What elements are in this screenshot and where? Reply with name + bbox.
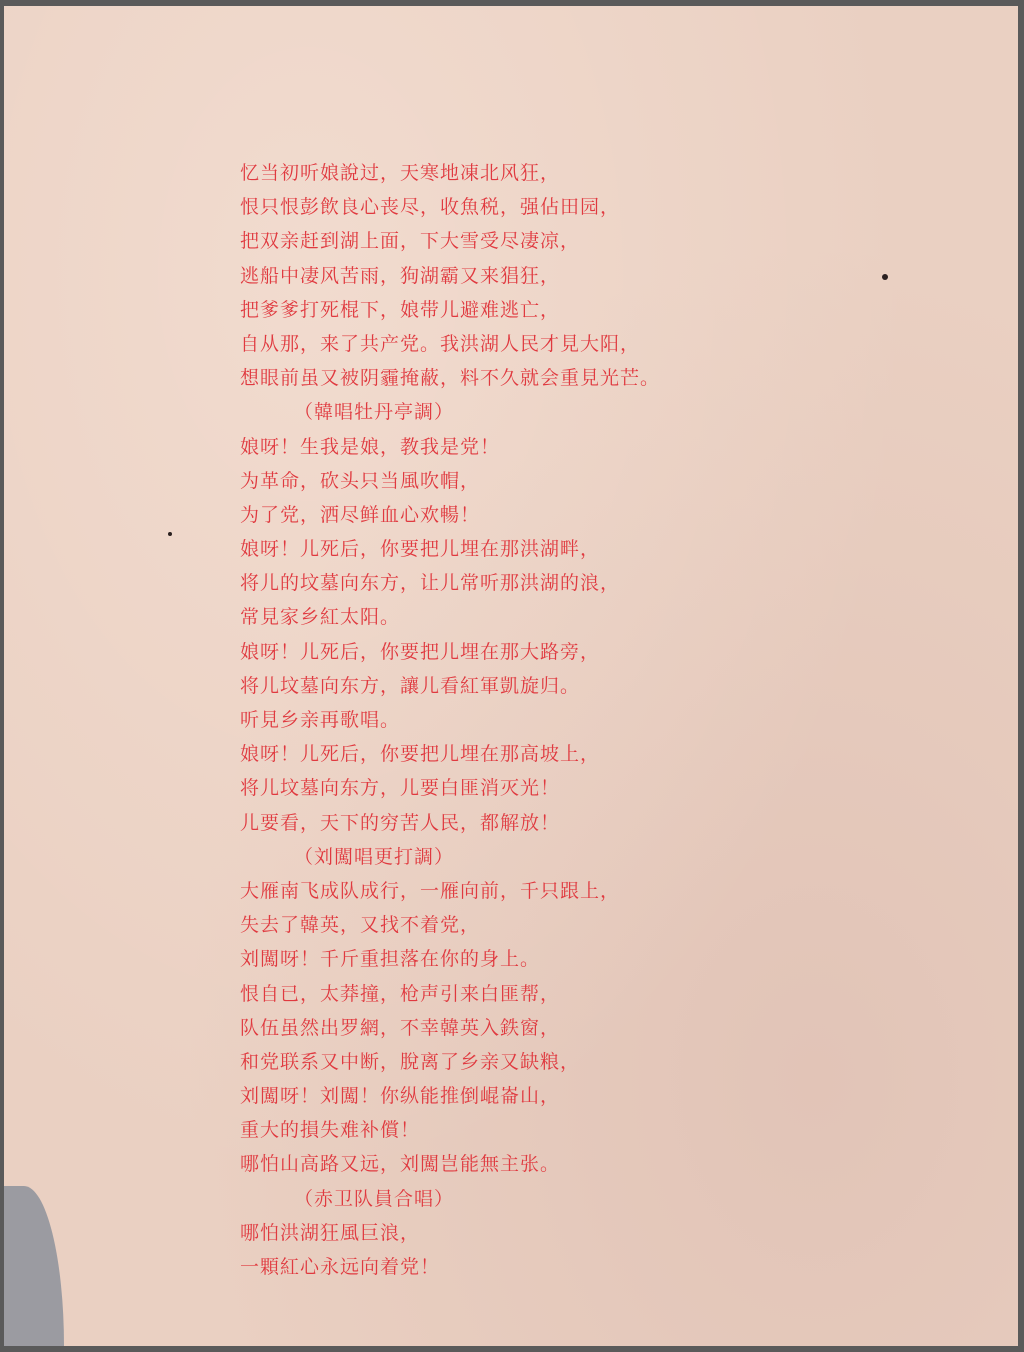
lyric-line: 和党联系又中断，脫离了乡亲又缺粮， [240, 1050, 581, 1073]
lyric-line: 一顆紅心永远向着党！ [240, 1256, 441, 1278]
corner-stain [4, 1186, 64, 1346]
lyric-line: 想眼前虽又被阴霾掩蔽，料不久就会重見光芒。 [240, 367, 661, 390]
lyric-line: 听見乡亲再歌唱。 [240, 709, 401, 731]
lyric-line: 娘呀！儿死后，你要把儿埋在那高坡上， [240, 743, 601, 766]
lyric-line: 队伍虽然出罗網，不幸韓英入鉄窗， [240, 1016, 561, 1039]
lyric-line: 将儿的坟墓向东方，让儿常听那洪湖的浪， [240, 572, 621, 595]
lyric-line: 为了党，洒尽鲜血心欢暢！ [240, 503, 481, 526]
lyric-line: 恨只恨彭飲良心丧尽，收魚税，强佔田园， [240, 196, 621, 219]
lyric-line: 哪怕山高路又远，刘闖岂能無主张。 [240, 1153, 561, 1176]
lyric-line: 大雁南飞成队成行，一雁向前，千只跟上， [240, 879, 621, 902]
lyric-line: 恨自已，太莽撞，枪声引来白匪帮， [240, 982, 561, 1005]
ink-speck [882, 274, 888, 280]
lyric-line: 儿要看，天下的穷苦人民，都解放！ [240, 811, 561, 834]
lyric-line: 逃船中凄风苦雨，狗湖霸又来猖狂， [240, 264, 561, 287]
lyric-line: 把双亲赶到湖上面，下大雪受尽凄凉， [240, 230, 581, 253]
lyric-line: 忆当初听娘說过，天寒地凍北风狂， [240, 162, 561, 184]
ink-speck [168, 532, 172, 536]
lyric-line: 哪怕洪湖狂風巨浪， [240, 1221, 421, 1244]
lyric-line: 刘闖呀！刘闖！你纵能推倒崐崙山， [240, 1085, 561, 1108]
lyric-line: 娘呀！儿死后，你要把儿埋在那大路旁， [240, 640, 601, 663]
lyric-line: 自从那，来了共产党。我洪湖人民才見大阳， [240, 332, 641, 355]
lyric-line: 将儿坟墓向东方，儿要白匪消灭光！ [240, 777, 561, 800]
lyric-line: 娘呀！儿死后，你要把儿埋在那洪湖畔， [240, 538, 601, 561]
lyric-line: 把爹爹打死棍下，娘带儿避难逃亡， [240, 298, 561, 321]
lyric-line: 重大的損失难补償！ [240, 1119, 421, 1142]
section-heading: （赤卫队員合唱） [294, 1187, 455, 1210]
lyric-line: 娘呀！生我是娘，教我是党！ [240, 435, 501, 458]
section-heading: （韓唱牡丹亭調） [294, 401, 455, 424]
lyric-line: 为革命，砍头只当風吹帽， [240, 469, 481, 492]
lyric-line: 刘闖呀！千斤重担落在你的身上。 [240, 948, 541, 971]
lyric-line: 常見家乡紅太阳。 [240, 606, 401, 629]
paper-sheet [4, 6, 1018, 1346]
lyric-line: 失去了韓英，又找不着党， [240, 914, 481, 937]
section-heading: （刘闖唱更打調） [294, 845, 455, 868]
lyric-line: 将儿坟墓向东方，讓儿看紅軍凱旋归。 [240, 674, 581, 697]
lyrics-text [240, 156, 660, 1284]
